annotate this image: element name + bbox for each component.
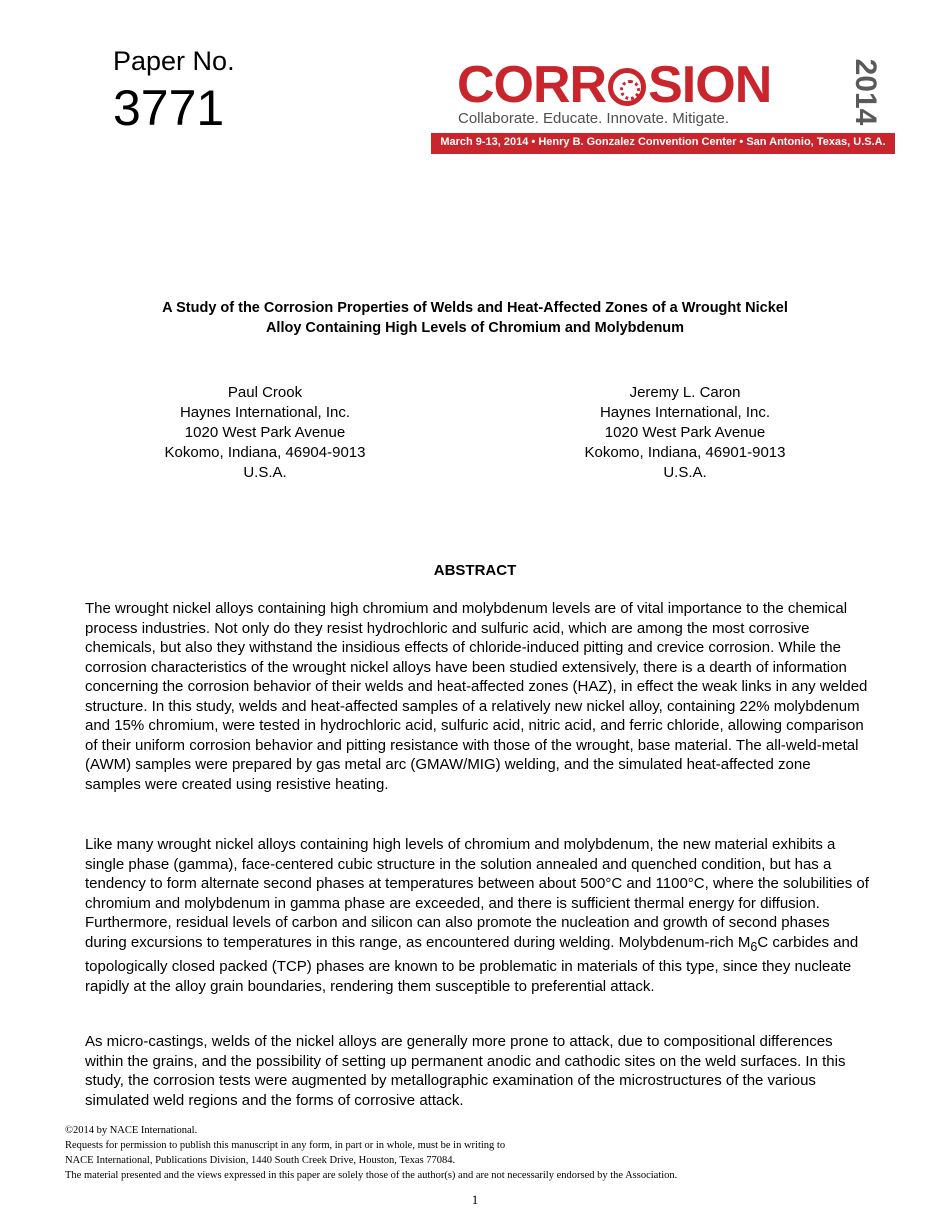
author-street: 1020 West Park Avenue: [184, 424, 346, 441]
title-line-1: A Study of the Corrosion Properties of Welds and Heat-Affected Zones of a Wrought Nickel: [162, 300, 788, 316]
copyright-footer: [65, 1123, 677, 1183]
footer-line-2: Requests for permission to publish this manuscript in any form, in part or in whole, must be in writing to: [65, 1140, 506, 1151]
title-line-2: Alloy Containing High Levels of Chromium and Molybdenum: [265, 320, 685, 336]
abstract-paragraph-3: As micro-castings, welds of the nickel alloys are generally more prone to attack, due to compositional differences within the grains, and the possibility of setting up permanent anodic and cathodic sites on the weld surfaces. In this study, the corrosion tests were augmented by metallographic examination of the microstructures of the various simulated weld regions and the forms of corrosive attack.: [85, 1033, 846, 1109]
author-org: Haynes International, Inc.: [599, 404, 771, 421]
page-number: 1: [471, 1192, 479, 1207]
author-street: 1020 West Park Avenue: [604, 424, 766, 441]
paper-title: [60, 298, 890, 338]
logo-year: 2014: [849, 58, 882, 126]
logo-wordmark: [457, 56, 772, 114]
globe-ring-icon: [608, 68, 646, 106]
paper-number: 3771: [113, 80, 225, 136]
subscript-6: 6: [750, 939, 758, 954]
author-country: U.S.A.: [663, 464, 707, 481]
logo-event-line: March 9-13, 2014 • Henry B. Gonzalez Convention Center • San Antonio, Texas, U.S.A.: [440, 136, 886, 148]
copyright-line: ©2014 by NACE International.: [65, 1125, 198, 1136]
logo-tagline: Collaborate. Educate. Innovate. Mitigate.: [458, 110, 729, 127]
logo-event-band: [431, 133, 895, 154]
abstract-heading: ABSTRACT: [433, 562, 517, 579]
logo-year-box: [835, 59, 895, 125]
footer-line-4: The material presented and the views expressed in this paper are solely those of the author(s) and are not necessarily endorsed by the Association.: [65, 1170, 678, 1181]
author-name: Jeremy L. Caron: [629, 384, 741, 401]
logo-word-start: CORR: [457, 56, 607, 114]
paragraph-2-part-a: Like many wrought nickel alloys containing high levels of chromium and molybdenum, the new material exhibits a single phase (gamma), face-centered cubic structure in the solution annealed and quenched condition, but has a tendency to form alternate second phases at temperatures between about 500°C and 1100°C, where the solubilities of chromium and molybdenum in gamma phase are exceeded, and there is sufficient thermal energy for diffusion. Furthermore, residual levels of carbon and silicon can also promote the nucleation and growth of second phases during excursions to temperatures in this range, as encountered during welding. Molybdenum-rich M: [85, 836, 869, 951]
abstract-paragraph-2: [85, 835, 869, 996]
author-country: U.S.A.: [243, 464, 287, 481]
author-city: Kokomo, Indiana, 46901-9013: [584, 444, 786, 461]
author-city: Kokomo, Indiana, 46904-9013: [164, 444, 366, 461]
author-block-1: [115, 383, 415, 483]
author-name: Paul Crook: [227, 384, 303, 401]
paragraph-2-part-b: C carbides and topologically closed packed (TCP) phases are known to be problematic in materials of this type, since they nucleate rapidly at the alloy grain boundaries, rendering them susceptible to preferential attack.: [85, 933, 859, 995]
author-org: Haynes International, Inc.: [179, 404, 351, 421]
logo-word-end: SION: [648, 56, 772, 114]
author-block-2: [535, 383, 835, 483]
abstract-paragraph-1: The wrought nickel alloys containing high chromium and molybdenum levels are of vital importance to the chemical process industries. Not only do they resist hydrochloric and sulfuric acid, which are among the most corrosive chemicals, but also they withstand the insidious effects of chloride-induced pitting and crevice corrosion. While the corrosion characteristics of the wrought nickel alloys have been studied extensively, there is a dearth of information concerning the corrosion behavior of their welds and heat-affected zones (HAZ), in effect the weak links in any welded structure. In this study, welds and heat-affected samples of a relatively new nickel alloy, containing 22% molybdenum and 15% chromium, were tested in hydrochloric acid, sulfuric acid, nitric acid, and ferric chloride, allowing comparison of their uniform corrosion behavior and pitting resistance with those of the wrought, base material. The all-weld-metal (AWM) samples were prepared by gas metal arc (GMAW/MIG) welding, and the simulated heat-affected zone samples were created using resistive heating.: [85, 600, 868, 793]
conference-logo: [431, 53, 895, 154]
paper-label: Paper No.: [113, 46, 235, 76]
footer-line-3: NACE International, Publications Division, 1440 South Creek Drive, Houston, Texas 77084.: [65, 1155, 456, 1166]
